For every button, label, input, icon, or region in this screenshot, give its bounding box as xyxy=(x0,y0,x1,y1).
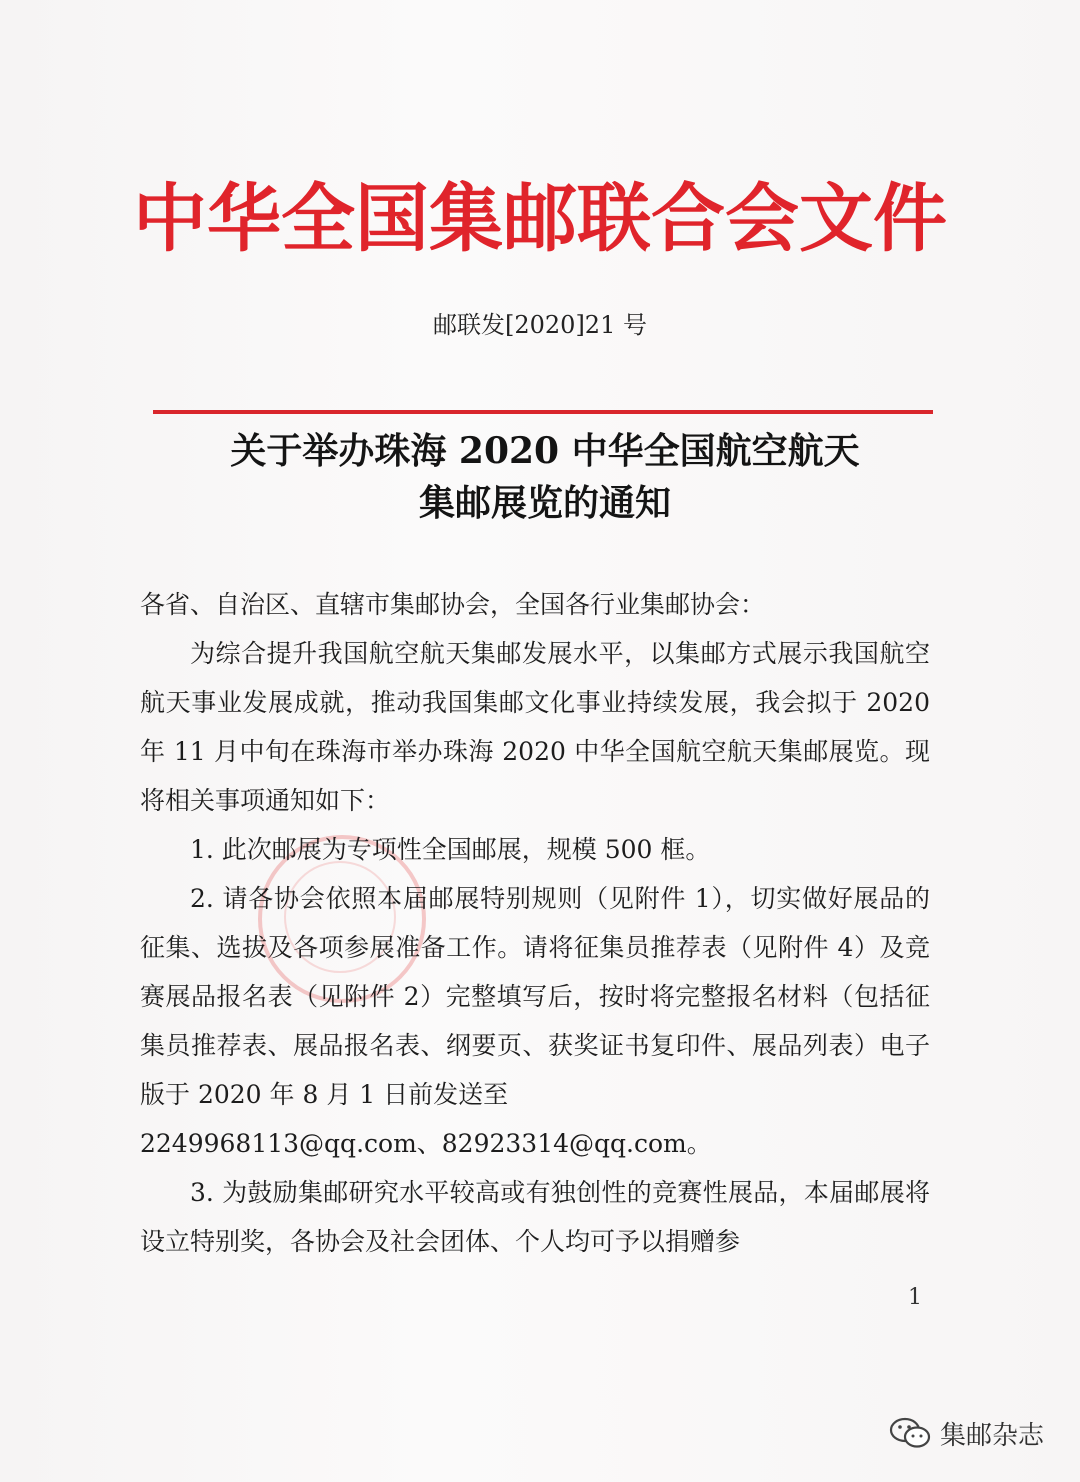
wechat-icon xyxy=(888,1415,932,1451)
notice-title xyxy=(150,425,940,529)
watermark-label: 集邮杂志 xyxy=(940,1420,1045,1451)
notice-title-line-2: 集邮展览的通知 xyxy=(418,482,671,524)
item-3-paragraph: 3. 为鼓励集邮研究水平较高或有独创性的竞赛性展品，本届邮展将设立特别奖，各协会及社会团体、个人均可予以捐赠参 xyxy=(140,1178,930,1256)
notice-title-line-1: 关于举办珠海 2020 中华全国航空航天 xyxy=(230,430,860,472)
addressee-line: 各省、自治区、直辖市集邮协会，全国各行业集邮协会： xyxy=(140,590,766,619)
document-body xyxy=(140,580,930,1266)
item-1-paragraph: 1. 此次邮展为专项性全国邮展，规模 500 框。 xyxy=(190,835,711,864)
item-2-emails: 2249968113@qq.com、82923314@qq.com。 xyxy=(140,1129,712,1158)
item-2-paragraph: 2. 请各协会依照本届邮展特别规则（见附件 1），切实做好展品的征集、选拔及各项参展准备工作。请将征集员推荐表（见附件 4）及竞赛展品报名表（见附件 2）完整填写后，按时将完整报名材料（包括征集员推荐表、展品报名表、纲要页、获奖证书复印件、展品列表）电子版于 2020 年 8 月 1 日前发送至 xyxy=(140,884,930,1109)
source-watermark xyxy=(888,1410,1044,1456)
document-header-title: 中华全国集邮联合会文件 xyxy=(133,176,947,262)
page-number: 1 xyxy=(908,1285,922,1310)
red-divider-line xyxy=(153,410,933,414)
document-number: 邮联发[2020]21 号 xyxy=(433,311,647,339)
intro-paragraph: 为综合提升我国航空航天集邮发展水平，以集邮方式展示我国航空航天事业发展成就，推动我国集邮文化事业持续发展，我会拟于 2020 年 11 月中旬在珠海市举办珠海 2020 中华全国航空航天集邮展览。现将相关事项通知如下： xyxy=(140,639,930,815)
